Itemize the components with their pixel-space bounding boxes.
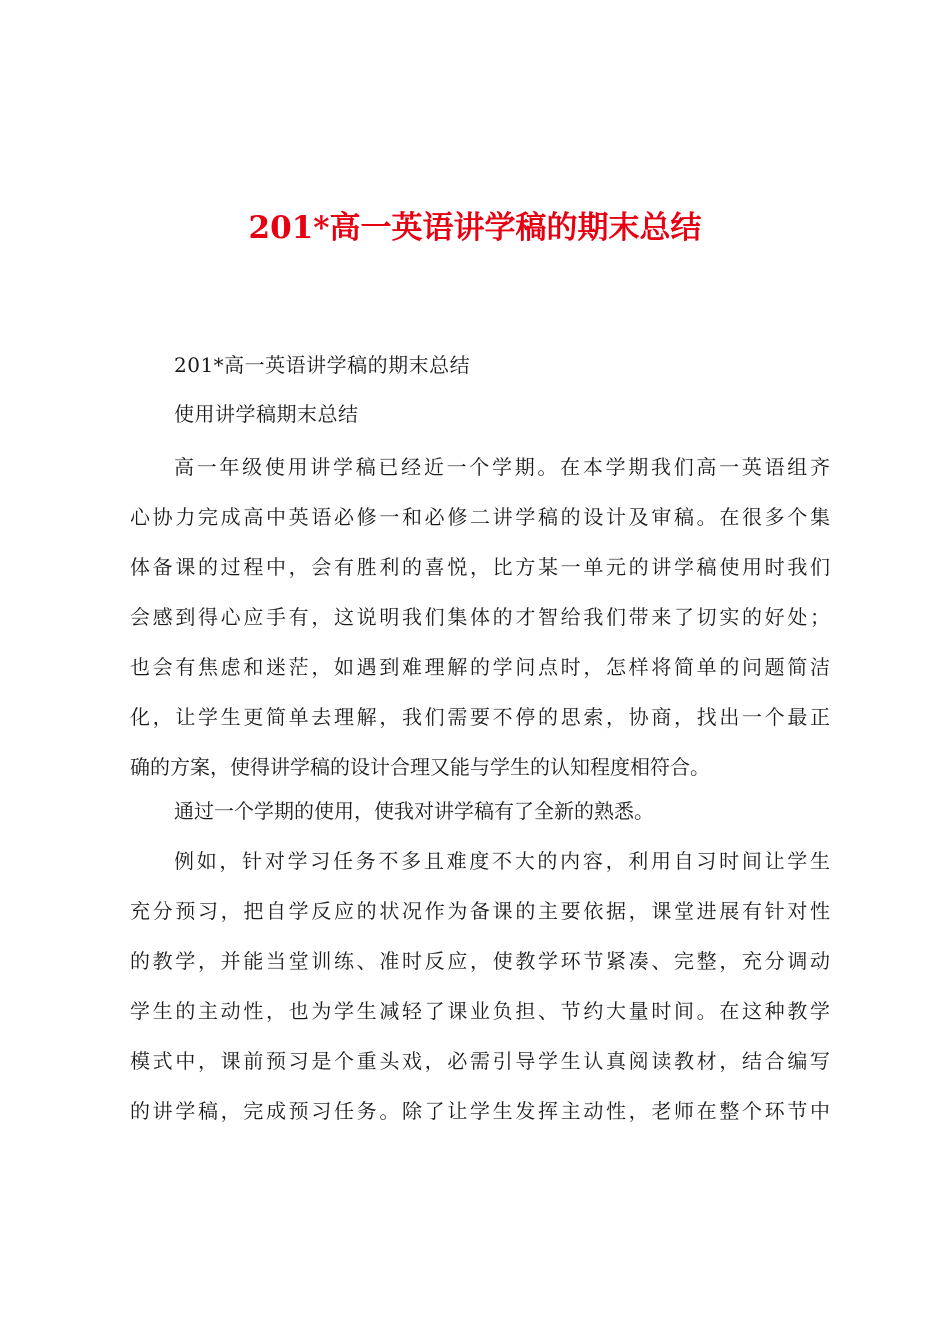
paragraph-line: 充分预习，把自学反应的状况作为备课的主要依据，课堂进展有针对性 xyxy=(130,899,830,923)
section-heading: 使用讲学稿期末总结 xyxy=(174,402,359,426)
paragraph-line: 化，让学生更简单去理解，我们需要不停的思索，协商，找出一个最正 xyxy=(130,705,830,729)
paragraph-line: 通过一个学期的使用，使我对讲学稿有了全新的熟悉。 xyxy=(174,799,654,823)
subheading: 201*高一英语讲学稿的期末总结 xyxy=(174,353,471,377)
paragraph-line: 的教学，并能当堂训练、准时反应，使教学环节紧凑、完整，充分调动 xyxy=(130,949,830,973)
paragraph-line: 高一年级使用讲学稿已经近一个学期。在本学期我们高一英语组齐 xyxy=(174,455,830,479)
paragraph-line: 模式中，课前预习是个重头戏，必需引导学生认真阅读教材，结合编写 xyxy=(130,1049,830,1073)
paragraph-line: 例如，针对学习任务不多且难度不大的内容，利用自习时间让学生 xyxy=(174,849,830,873)
paragraph-line: 也会有焦虑和迷茫，如遇到难理解的学问点时，怎样将简单的问题简洁 xyxy=(130,655,830,679)
paragraph-line: 心协力完成高中英语必修一和必修二讲学稿的设计及审稿。在很多个集 xyxy=(130,505,830,529)
paragraph-3 xyxy=(130,847,830,1147)
paragraph-2 xyxy=(130,797,830,847)
paragraph-line: 会感到得心应手有，这说明我们集体的才智给我们带来了切实的好处； xyxy=(130,605,830,629)
document-title: 201*高一英语讲学稿的期末总结 xyxy=(248,210,702,246)
paragraph-line: 确的方案，使得讲学稿的设计合理又能与学生的认知程度相符合。 xyxy=(130,755,710,779)
paragraph-line: 的讲学稿，完成预习任务。除了让学生发挥主动性，老师在整个环节中 xyxy=(130,1099,830,1123)
paragraph-line: 体备课的过程中，会有胜利的喜悦，比方某一单元的讲学稿使用时我们 xyxy=(130,555,830,579)
paragraph-line: 学生的主动性，也为学生减轻了课业负担、节约大量时间。在这种教学 xyxy=(130,999,830,1023)
paragraph-1 xyxy=(130,453,830,803)
